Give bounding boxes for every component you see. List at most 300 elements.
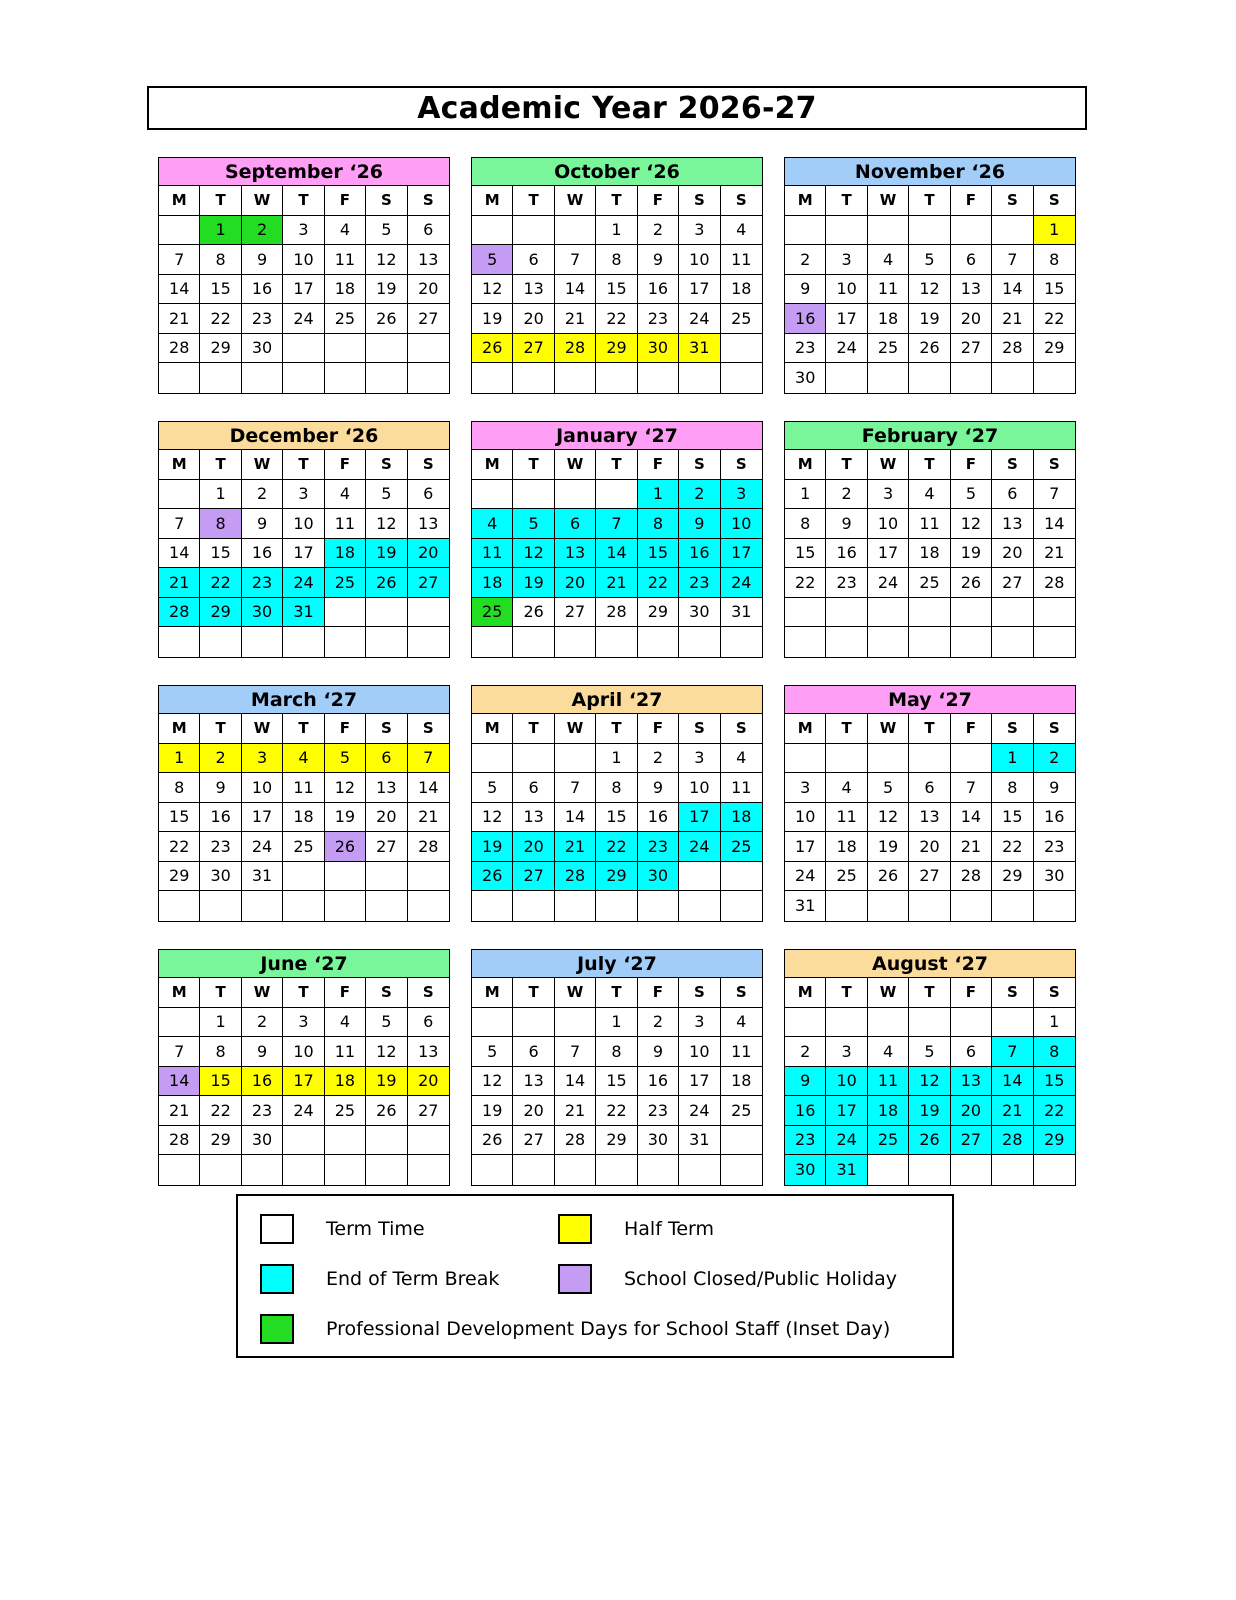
month-title: April ‘27 (472, 686, 762, 714)
day-cell: 23 (785, 1126, 826, 1156)
day-cell: 14 (992, 275, 1033, 305)
empty-cell (513, 216, 554, 246)
day-cell: 16 (200, 803, 241, 833)
day-cell: 11 (325, 245, 366, 275)
day-cell: 27 (408, 568, 449, 598)
day-cell: 31 (721, 598, 762, 628)
empty-cell (555, 480, 596, 510)
day-cell: 16 (785, 1096, 826, 1126)
day-cell: 10 (868, 509, 909, 539)
legend-label: School Closed/Public Holiday (624, 1268, 898, 1290)
day-cell: 14 (992, 1067, 1033, 1097)
day-cell: 10 (679, 1037, 720, 1067)
day-cell: 19 (909, 1096, 950, 1126)
empty-cell (283, 1155, 324, 1185)
empty-cell (679, 1155, 720, 1185)
day-cell: 10 (283, 245, 324, 275)
day-cell: 2 (1034, 744, 1075, 774)
day-cell: 4 (868, 245, 909, 275)
empty-cell (596, 1155, 637, 1185)
day-cell: 15 (596, 803, 637, 833)
day-cell: 7 (159, 245, 200, 275)
empty-cell (366, 891, 407, 921)
day-cell: 8 (596, 245, 637, 275)
weekday-header: S (408, 450, 449, 480)
empty-cell (555, 891, 596, 921)
day-cell: 14 (555, 803, 596, 833)
day-cell: 12 (472, 803, 513, 833)
day-cell: 7 (159, 509, 200, 539)
day-cell: 22 (596, 832, 637, 862)
day-cell: 17 (283, 539, 324, 569)
day-cell: 3 (826, 245, 867, 275)
day-cell: 23 (826, 568, 867, 598)
day-cell: 11 (826, 803, 867, 833)
day-cell: 28 (159, 598, 200, 628)
weekday-header: S (408, 714, 449, 744)
empty-cell (785, 216, 826, 246)
day-cell: 15 (200, 539, 241, 569)
empty-cell (992, 891, 1033, 921)
day-cell: 27 (513, 1126, 554, 1156)
empty-cell (408, 363, 449, 393)
month-calendar (158, 157, 450, 394)
month-title: January ‘27 (472, 422, 762, 450)
day-cell: 27 (408, 1096, 449, 1126)
day-cell: 29 (596, 334, 637, 364)
empty-cell (721, 862, 762, 892)
day-cell: 28 (408, 832, 449, 862)
day-cell: 6 (408, 480, 449, 510)
weekday-header: W (868, 450, 909, 480)
day-cell: 9 (785, 1067, 826, 1097)
day-cell: 27 (366, 832, 407, 862)
month-title: March ‘27 (159, 686, 449, 714)
day-cell: 3 (785, 773, 826, 803)
day-cell: 15 (638, 539, 679, 569)
day-cell: 15 (200, 1067, 241, 1097)
day-cell: 16 (242, 539, 283, 569)
empty-cell (366, 862, 407, 892)
weekday-header: T (826, 186, 867, 216)
day-cell: 18 (721, 275, 762, 305)
weekday-header: S (1034, 186, 1075, 216)
weekday-header: S (366, 186, 407, 216)
day-cell: 28 (555, 334, 596, 364)
day-cell: 1 (200, 1008, 241, 1038)
day-cell: 27 (909, 862, 950, 892)
day-cell: 22 (785, 568, 826, 598)
weekday-header: T (909, 186, 950, 216)
day-cell: 13 (513, 1067, 554, 1097)
legend-swatch-end-of-term-break (260, 1264, 294, 1294)
weekday-header: T (826, 450, 867, 480)
day-cell: 30 (242, 1126, 283, 1156)
empty-cell (555, 363, 596, 393)
day-cell: 13 (992, 509, 1033, 539)
day-cell: 25 (721, 832, 762, 862)
day-cell: 10 (242, 773, 283, 803)
day-cell: 25 (325, 304, 366, 334)
empty-cell (159, 891, 200, 921)
day-cell: 27 (951, 1126, 992, 1156)
day-cell: 23 (638, 304, 679, 334)
weekday-header: F (325, 450, 366, 480)
empty-cell (513, 627, 554, 657)
day-cell: 14 (1034, 509, 1075, 539)
empty-cell (283, 627, 324, 657)
day-cell: 7 (555, 773, 596, 803)
day-cell: 12 (909, 1067, 950, 1097)
day-cell: 19 (951, 539, 992, 569)
day-cell: 24 (679, 1096, 720, 1126)
day-cell: 20 (513, 304, 554, 334)
empty-cell (951, 363, 992, 393)
empty-cell (951, 891, 992, 921)
empty-cell (951, 1008, 992, 1038)
day-cell: 23 (1034, 832, 1075, 862)
weekday-header: W (555, 714, 596, 744)
legend-label: End of Term Break (326, 1268, 500, 1290)
weekday-header: W (868, 186, 909, 216)
day-cell: 16 (638, 275, 679, 305)
day-cell: 18 (721, 803, 762, 833)
day-cell: 21 (555, 304, 596, 334)
day-cell: 26 (951, 568, 992, 598)
empty-cell (992, 627, 1033, 657)
day-cell: 28 (951, 862, 992, 892)
day-cell: 24 (868, 568, 909, 598)
day-cell: 16 (785, 304, 826, 334)
empty-cell (721, 891, 762, 921)
day-cell: 22 (200, 1096, 241, 1126)
empty-cell (951, 598, 992, 628)
empty-cell (513, 363, 554, 393)
day-cell: 25 (325, 1096, 366, 1126)
day-cell: 14 (159, 539, 200, 569)
weekday-header: F (325, 186, 366, 216)
day-cell: 30 (200, 862, 241, 892)
empty-cell (283, 862, 324, 892)
empty-cell (868, 1155, 909, 1185)
day-cell: 9 (826, 509, 867, 539)
weekday-header: M (472, 450, 513, 480)
day-cell: 7 (555, 1037, 596, 1067)
day-cell: 7 (408, 744, 449, 774)
day-cell: 2 (242, 1008, 283, 1038)
day-cell: 14 (159, 275, 200, 305)
weekday-header: S (1034, 450, 1075, 480)
empty-cell (159, 1155, 200, 1185)
weekday-header: T (200, 714, 241, 744)
day-cell: 16 (679, 539, 720, 569)
weekday-header: S (366, 714, 407, 744)
day-cell: 4 (909, 480, 950, 510)
day-cell: 10 (679, 245, 720, 275)
day-cell: 22 (992, 832, 1033, 862)
weekday-header: M (159, 714, 200, 744)
empty-cell (826, 363, 867, 393)
day-cell: 21 (596, 568, 637, 598)
day-cell: 11 (721, 773, 762, 803)
day-cell: 21 (555, 832, 596, 862)
day-cell: 8 (159, 773, 200, 803)
day-cell: 8 (992, 773, 1033, 803)
weekday-header: T (596, 978, 637, 1008)
empty-cell (951, 627, 992, 657)
day-cell: 5 (513, 509, 554, 539)
empty-cell (200, 627, 241, 657)
day-cell: 18 (325, 539, 366, 569)
empty-cell (868, 891, 909, 921)
day-cell: 10 (826, 1067, 867, 1097)
empty-cell (596, 363, 637, 393)
month-title: July ‘27 (472, 950, 762, 978)
day-cell: 4 (721, 744, 762, 774)
day-cell: 3 (826, 1037, 867, 1067)
day-cell: 10 (283, 1037, 324, 1067)
empty-cell (679, 891, 720, 921)
day-cell: 3 (721, 480, 762, 510)
empty-cell (638, 1155, 679, 1185)
day-cell: 2 (826, 480, 867, 510)
day-cell: 11 (283, 773, 324, 803)
day-cell: 27 (513, 862, 554, 892)
day-cell: 14 (555, 1067, 596, 1097)
day-cell: 8 (596, 773, 637, 803)
day-cell: 16 (1034, 803, 1075, 833)
day-cell: 17 (679, 275, 720, 305)
day-cell: 31 (242, 862, 283, 892)
day-cell: 22 (200, 568, 241, 598)
day-cell: 26 (366, 304, 407, 334)
weekday-header: T (596, 714, 637, 744)
empty-cell (325, 1155, 366, 1185)
empty-cell (366, 334, 407, 364)
day-cell: 17 (283, 1067, 324, 1097)
day-cell: 22 (1034, 1096, 1075, 1126)
day-cell: 30 (242, 334, 283, 364)
weekday-header: S (679, 450, 720, 480)
day-cell: 15 (159, 803, 200, 833)
empty-cell (283, 334, 324, 364)
weekday-header: S (721, 186, 762, 216)
legend-item-inset-day (260, 1314, 890, 1344)
empty-cell (325, 891, 366, 921)
day-cell: 19 (472, 304, 513, 334)
page-title-box (147, 86, 1087, 130)
day-cell: 7 (992, 1037, 1033, 1067)
weekday-header: M (159, 186, 200, 216)
month-title: November ‘26 (785, 158, 1075, 186)
empty-cell (472, 891, 513, 921)
empty-cell (679, 862, 720, 892)
day-cell: 24 (242, 832, 283, 862)
day-cell: 22 (1034, 304, 1075, 334)
weekday-header: M (785, 714, 826, 744)
weekday-header: M (785, 978, 826, 1008)
day-cell: 31 (785, 891, 826, 921)
day-cell: 4 (325, 216, 366, 246)
day-cell: 20 (513, 832, 554, 862)
empty-cell (366, 1155, 407, 1185)
day-cell: 14 (159, 1067, 200, 1097)
day-cell: 13 (909, 803, 950, 833)
weekday-header: T (826, 978, 867, 1008)
day-cell: 2 (785, 1037, 826, 1067)
weekday-header: W (242, 450, 283, 480)
legend-item-half-term (558, 1214, 714, 1244)
day-cell: 1 (200, 480, 241, 510)
empty-cell (159, 363, 200, 393)
day-cell: 5 (325, 744, 366, 774)
day-cell: 17 (721, 539, 762, 569)
day-cell: 2 (200, 744, 241, 774)
day-cell: 29 (596, 1126, 637, 1156)
day-cell: 25 (868, 334, 909, 364)
day-cell: 7 (555, 245, 596, 275)
day-cell: 23 (679, 568, 720, 598)
day-cell: 20 (513, 1096, 554, 1126)
empty-cell (200, 363, 241, 393)
empty-cell (325, 363, 366, 393)
weekday-header: W (555, 978, 596, 1008)
day-cell: 29 (200, 598, 241, 628)
month-calendar (471, 685, 763, 922)
empty-cell (366, 1126, 407, 1156)
day-cell: 30 (242, 598, 283, 628)
day-cell: 27 (992, 568, 1033, 598)
day-cell: 26 (472, 862, 513, 892)
day-cell: 20 (951, 304, 992, 334)
empty-cell (785, 1008, 826, 1038)
weekday-header: T (283, 714, 324, 744)
day-cell: 4 (868, 1037, 909, 1067)
day-cell: 29 (638, 598, 679, 628)
day-cell: 1 (638, 480, 679, 510)
weekday-header: W (868, 714, 909, 744)
day-cell: 4 (325, 480, 366, 510)
day-cell: 26 (868, 862, 909, 892)
empty-cell (513, 891, 554, 921)
weekday-header: S (721, 978, 762, 1008)
weekday-header: T (909, 978, 950, 1008)
empty-cell (472, 363, 513, 393)
day-cell: 4 (283, 744, 324, 774)
empty-cell (408, 334, 449, 364)
weekday-header: W (555, 186, 596, 216)
empty-cell (408, 862, 449, 892)
month-calendar (784, 421, 1076, 658)
weekday-header: S (679, 186, 720, 216)
empty-cell (283, 1126, 324, 1156)
month-title: September ‘26 (159, 158, 449, 186)
empty-cell (408, 1155, 449, 1185)
day-cell: 14 (596, 539, 637, 569)
day-cell: 25 (721, 304, 762, 334)
day-cell: 26 (909, 1126, 950, 1156)
weekday-header: F (638, 450, 679, 480)
day-cell: 25 (472, 598, 513, 628)
day-cell: 23 (638, 832, 679, 862)
day-cell: 9 (242, 1037, 283, 1067)
day-cell: 13 (951, 275, 992, 305)
empty-cell (596, 627, 637, 657)
empty-cell (721, 334, 762, 364)
day-cell: 30 (679, 598, 720, 628)
day-cell: 17 (826, 1096, 867, 1126)
empty-cell (242, 1155, 283, 1185)
day-cell: 29 (1034, 334, 1075, 364)
day-cell: 27 (951, 334, 992, 364)
day-cell: 5 (909, 245, 950, 275)
day-cell: 21 (951, 832, 992, 862)
day-cell: 11 (325, 1037, 366, 1067)
empty-cell (826, 744, 867, 774)
weekday-header: S (992, 450, 1033, 480)
day-cell: 22 (596, 1096, 637, 1126)
day-cell: 2 (679, 480, 720, 510)
empty-cell (283, 363, 324, 393)
day-cell: 13 (513, 803, 554, 833)
empty-cell (721, 363, 762, 393)
empty-cell (366, 363, 407, 393)
day-cell: 6 (951, 1037, 992, 1067)
day-cell: 2 (242, 480, 283, 510)
day-cell: 16 (826, 539, 867, 569)
day-cell: 17 (826, 304, 867, 334)
day-cell: 8 (638, 509, 679, 539)
empty-cell (992, 1008, 1033, 1038)
day-cell: 2 (242, 216, 283, 246)
day-cell: 31 (679, 334, 720, 364)
day-cell: 15 (200, 275, 241, 305)
day-cell: 7 (1034, 480, 1075, 510)
weekday-header: S (1034, 978, 1075, 1008)
day-cell: 3 (679, 744, 720, 774)
empty-cell (472, 1155, 513, 1185)
day-cell: 10 (785, 803, 826, 833)
day-cell: 23 (242, 304, 283, 334)
day-cell: 4 (472, 509, 513, 539)
day-cell: 22 (596, 304, 637, 334)
empty-cell (325, 1126, 366, 1156)
weekday-header: F (325, 978, 366, 1008)
day-cell: 6 (909, 773, 950, 803)
empty-cell (472, 744, 513, 774)
day-cell: 24 (785, 862, 826, 892)
day-cell: 18 (826, 832, 867, 862)
day-cell: 5 (868, 773, 909, 803)
day-cell: 9 (638, 245, 679, 275)
day-cell: 24 (679, 832, 720, 862)
day-cell: 3 (283, 216, 324, 246)
day-cell: 28 (555, 862, 596, 892)
empty-cell (472, 627, 513, 657)
day-cell: 11 (721, 245, 762, 275)
empty-cell (408, 598, 449, 628)
empty-cell (1034, 363, 1075, 393)
day-cell: 21 (555, 1096, 596, 1126)
month-calendar (471, 421, 763, 658)
legend-label: Professional Development Days for School Staff (Inset Day) (326, 1318, 891, 1340)
day-cell: 30 (1034, 862, 1075, 892)
weekday-header: T (513, 450, 554, 480)
day-cell: 18 (909, 539, 950, 569)
weekday-header: T (513, 714, 554, 744)
empty-cell (325, 598, 366, 628)
day-cell: 6 (408, 1008, 449, 1038)
